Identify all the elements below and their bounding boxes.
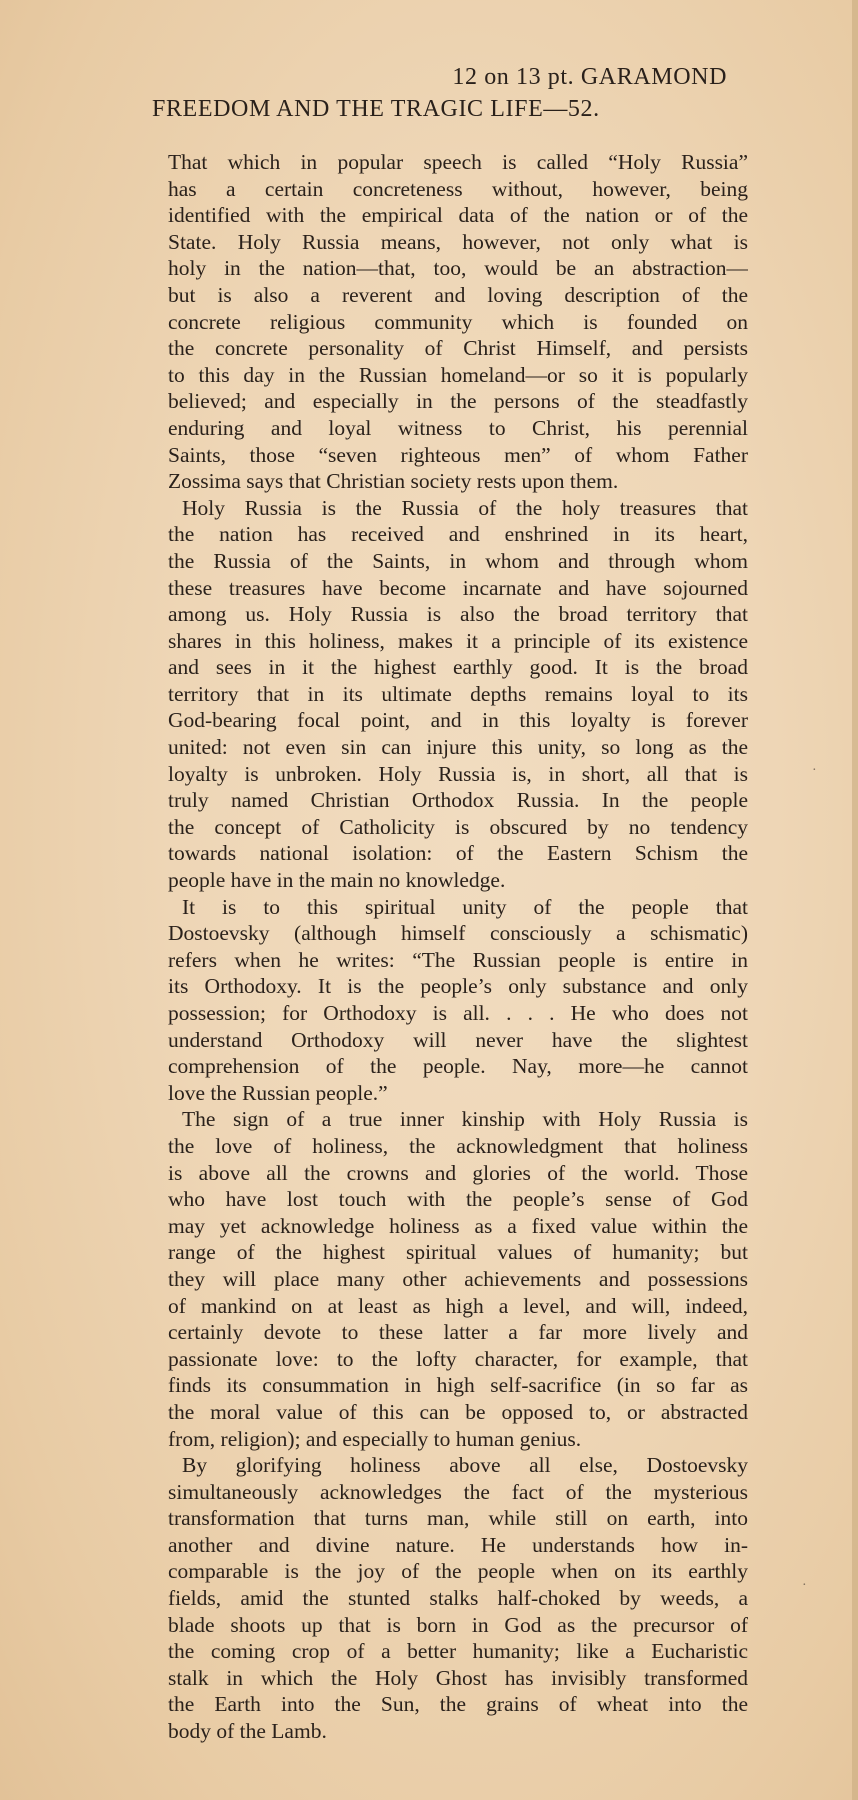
text-line: possession; for Orthodoxy is all. . . . He who does not: [168, 1001, 748, 1025]
text-line: simultaneously acknowledges the fact of the mysterious: [168, 1479, 748, 1504]
text-line: truly named Christian Orthodox Russia. In the people: [168, 788, 748, 813]
text-line: believed; and especially in the persons of the steadfastly: [168, 389, 748, 414]
page-edge: [852, 0, 858, 1800]
text-line: its Orthodoxy. It is the people’s only substance and only: [168, 974, 748, 999]
text-line: the love of holiness, the acknowledgment that holiness: [168, 1133, 748, 1158]
text-line: transformation that turns man, while still on earth, into: [168, 1506, 748, 1531]
text-line: finds its consummation in high self-sacrifice (in so far as: [168, 1373, 748, 1398]
text-line: people have in the main no knowledge.: [168, 868, 506, 893]
text-line: blade shoots up that is born in God as the precursor of: [168, 1612, 748, 1637]
text-line: The sign of a true inner kinship with Holy Russia is: [182, 1107, 748, 1132]
paragraph: [168, 1452, 748, 1745]
text-line: fields, amid the stunted stalks half-choked by weeds, a: [168, 1586, 748, 1611]
text-line: who have lost touch with the people’s sense of God: [168, 1187, 748, 1212]
text-line: body of the Lamb.: [168, 1719, 327, 1744]
text-line: from, religion); and especially to human genius.: [168, 1426, 582, 1451]
paragraph: [168, 495, 748, 894]
text-line: these treasures have become incarnate and have sojourned: [168, 575, 748, 600]
text-line: identified with the empirical data of the nation or of the: [168, 203, 748, 228]
typeface-spec: 12 on 13 pt. GARAMOND: [452, 64, 727, 90]
text-line: holy in the nation—that, too, would be an abstraction—: [168, 256, 748, 281]
text-line: God-bearing focal point, and in this loyalty is forever: [168, 708, 748, 733]
text-line: the moral value of this can be opposed to, or abstracted: [168, 1399, 748, 1424]
text-line: united: not even sin can injure this unity, so long as the: [168, 735, 748, 760]
text-line: certainly devote to these latter a far more lively and: [168, 1320, 748, 1345]
paragraph: [168, 1106, 748, 1452]
text-line: loyalty is unbroken. Holy Russia is, in short, all that is: [168, 761, 748, 786]
text-line: enduring and loyal witness to Christ, his perennial: [168, 415, 748, 440]
text-line: territory that in its ultimate depths remains loyal to its: [168, 681, 748, 706]
text-line: By glorifying holiness above all else, Dostoevsky: [182, 1453, 748, 1478]
text-line: refers when he writes: “The Russian people is entire in: [168, 947, 748, 972]
text-line: understand Orthodoxy will never have the slightest: [168, 1027, 748, 1052]
text-line: the coming crop of a better humanity; like a Eucharistic: [168, 1639, 748, 1664]
text-line: the Russia of the Saints, in whom and through whom: [168, 548, 748, 573]
text-line: the nation has received and enshrined in its heart,: [168, 522, 748, 547]
text-line: Holy Russia is the Russia of the holy treasures that: [182, 495, 748, 520]
text-line: the concrete personality of Christ Himself, and persists: [168, 336, 748, 361]
text-line: State. Holy Russia means, however, not only what is: [168, 229, 748, 254]
text-line: the Earth into the Sun, the grains of wheat into the: [168, 1692, 748, 1717]
paragraph: [168, 894, 748, 1107]
text-line: concrete religious community which is founded on: [168, 309, 748, 334]
text-line: It is to this spiritual unity of the people that: [182, 894, 748, 919]
text-line: love the Russian people.”: [168, 1080, 388, 1105]
text-line: has a certain concreteness without, however, being: [168, 176, 748, 201]
text-line: comprehension of the people. Nay, more—he cannot: [168, 1054, 748, 1079]
paragraph: [168, 149, 748, 495]
text-line: of mankind on at least as high a level, and will, indeed,: [168, 1293, 748, 1318]
text-line: Saints, those “seven righteous men” of whom Father: [168, 442, 748, 467]
text-line: the concept of Catholicity is obscured by no tendency: [168, 814, 748, 839]
ink-speck: ·: [802, 1578, 807, 1593]
text-line: comparable is the joy of the people when on its earthly: [168, 1559, 748, 1584]
text-line: another and divine nature. He understands how in-: [168, 1532, 748, 1557]
text-line: Zossima says that Christian society rests upon them.: [168, 469, 619, 494]
page-header: [152, 64, 727, 128]
text-line: to this day in the Russian homeland—or so it is popularly: [168, 362, 748, 387]
running-title: FREEDOM AND THE TRAGIC LIFE—52.: [152, 96, 600, 122]
text-line: Dostoevsky (although himself consciously a schismatic): [168, 921, 748, 946]
text-line: passionate love: to the lofty character, for example, that: [168, 1346, 748, 1371]
text-line: That which in popular speech is called “Holy Russia”: [168, 150, 748, 174]
text-line: is above all the crowns and glories of the world. Those: [168, 1160, 748, 1185]
text-line: but is also a reverent and loving description of the: [168, 282, 748, 307]
ink-speck: ·: [812, 763, 817, 778]
text-line: range of the highest spiritual values of humanity; but: [168, 1240, 748, 1265]
text-line: towards national isolation: of the Eastern Schism the: [168, 841, 748, 866]
text-line: and sees in it the highest earthly good. It is the broad: [168, 655, 748, 680]
text-line: they will place many other achievements and possessions: [168, 1266, 748, 1291]
text-line: stalk in which the Holy Ghost has invisibly transformed: [168, 1665, 748, 1690]
text-line: among us. Holy Russia is also the broad territory that: [168, 602, 748, 627]
text-line: shares in this holiness, makes it a principle of its existence: [168, 628, 748, 653]
body-text: [168, 149, 748, 1745]
text-line: may yet acknowledge holiness as a fixed value within the: [168, 1213, 748, 1238]
